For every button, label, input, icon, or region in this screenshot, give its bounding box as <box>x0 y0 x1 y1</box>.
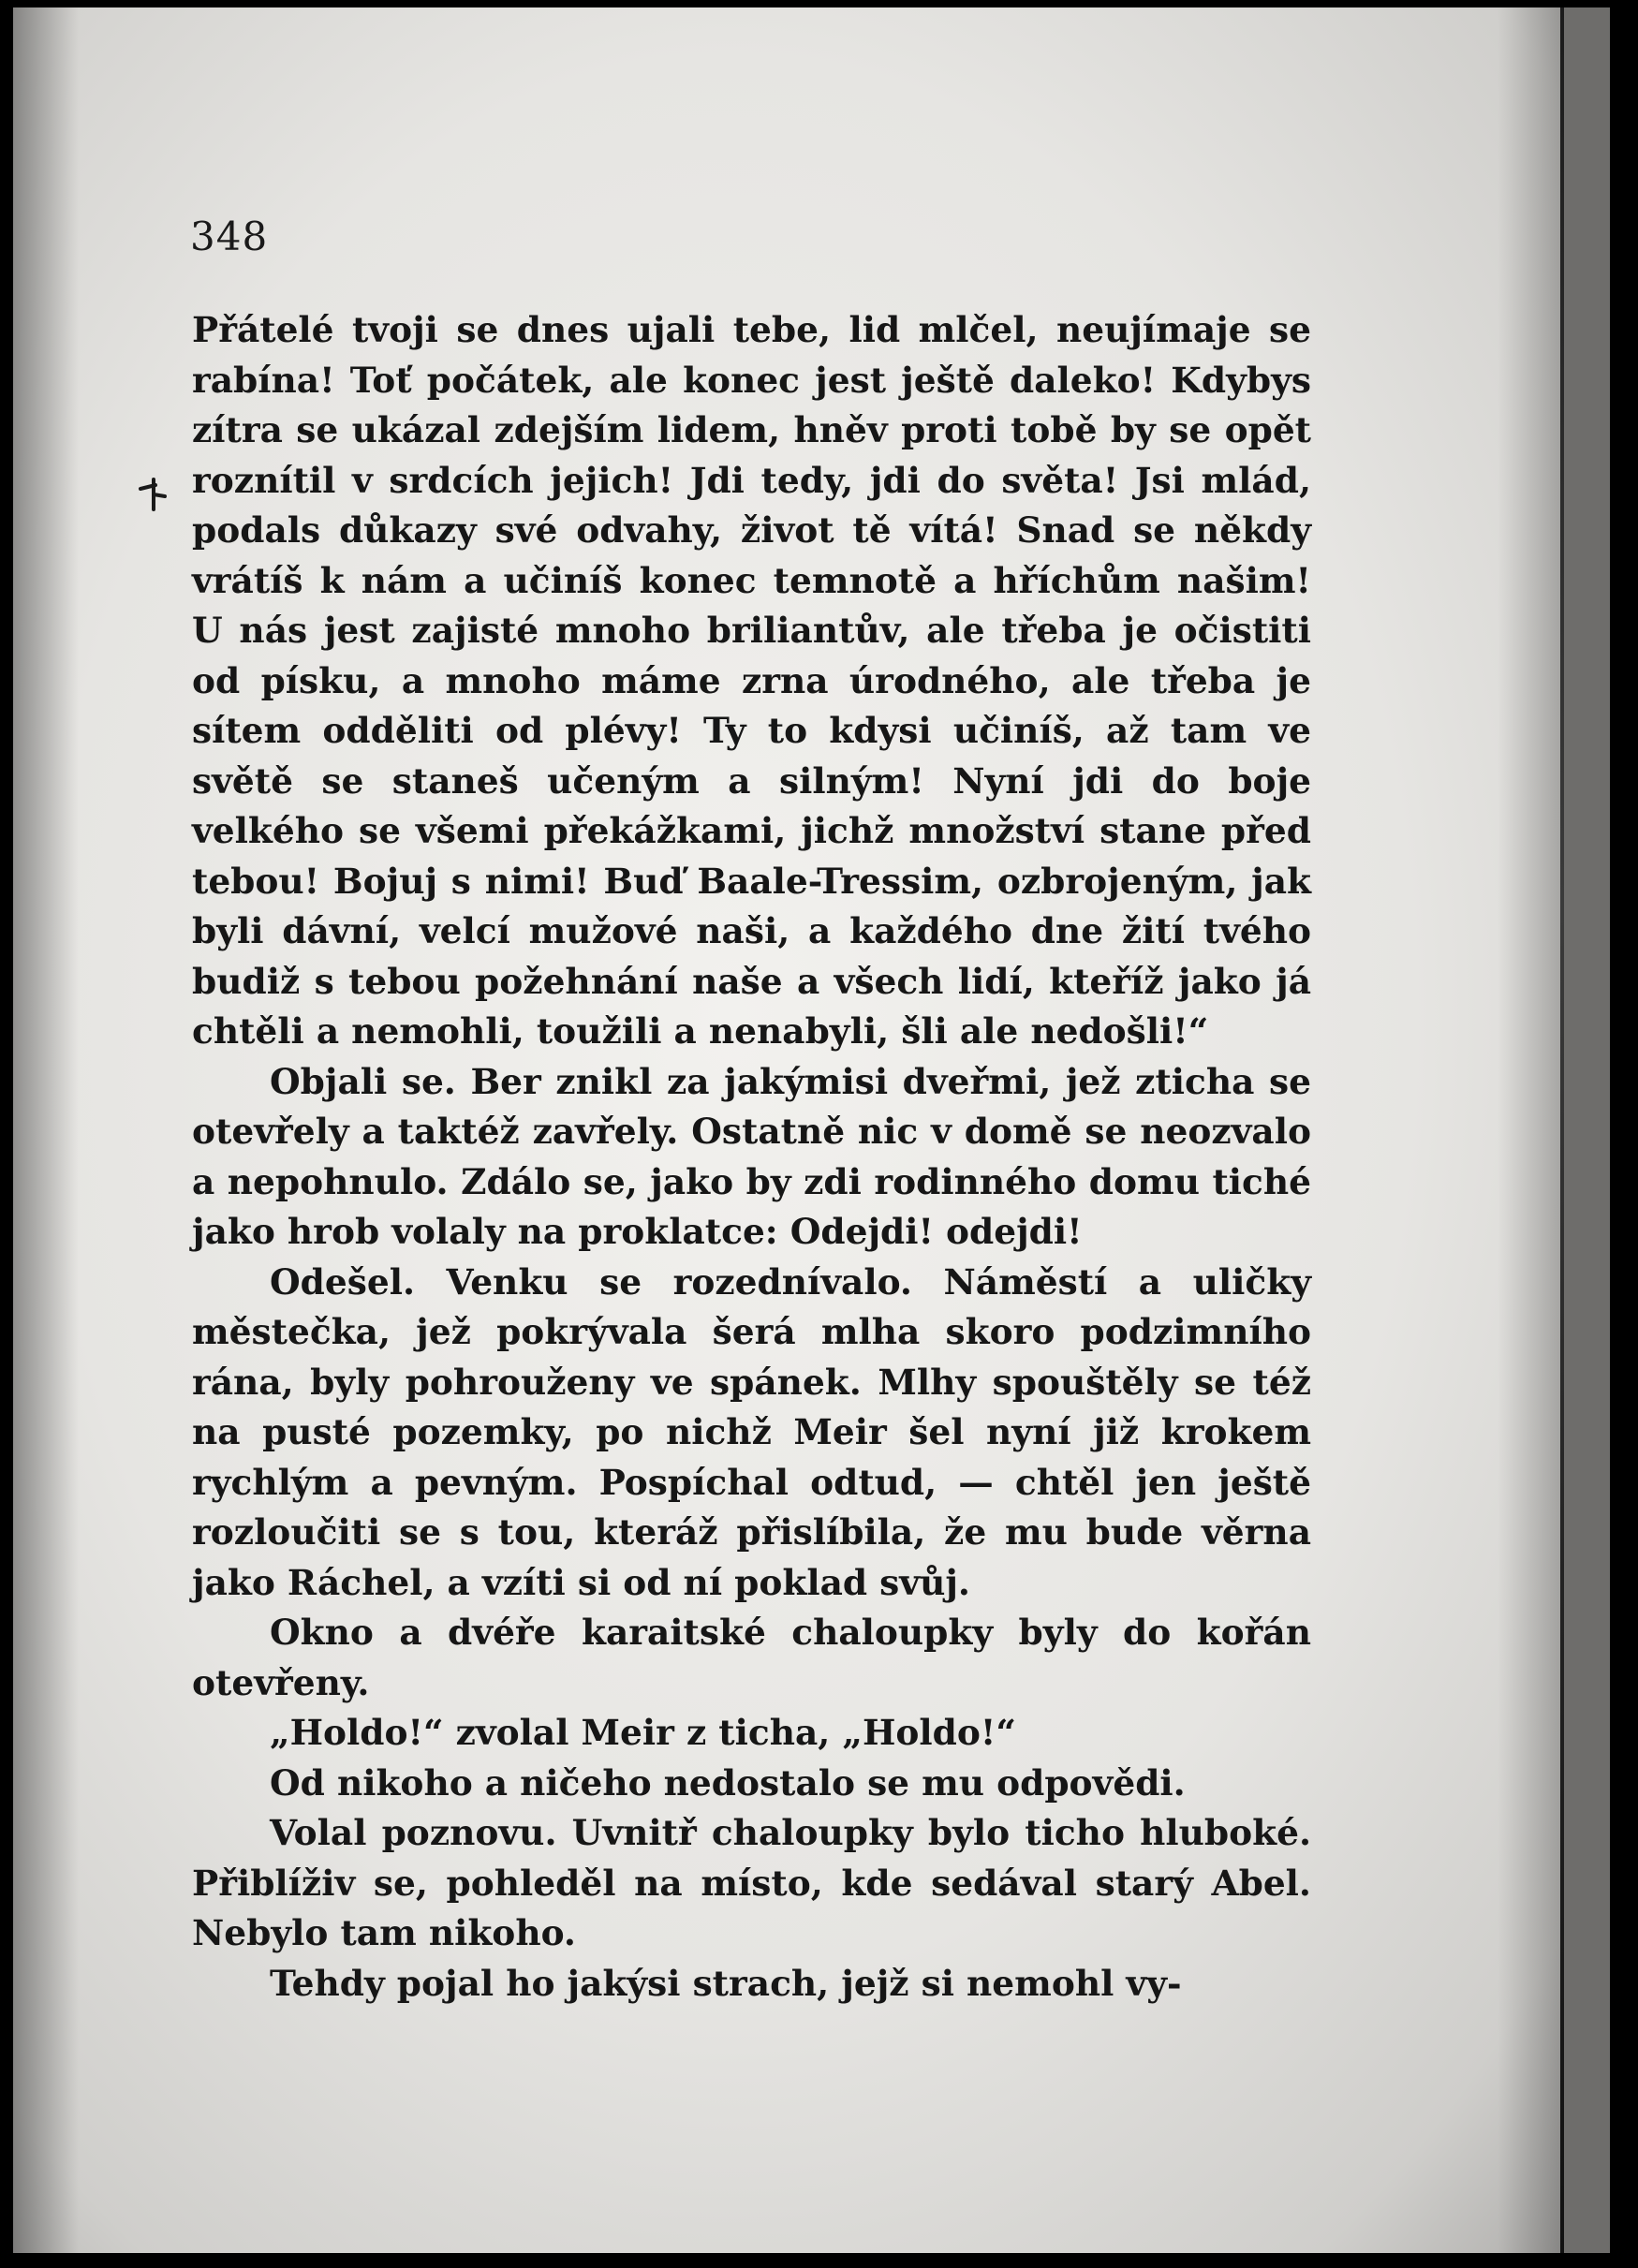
paragraph: Přátelé tvoji se dnes ujali tebe, lid mlčel, neujímaje se rabína! Toť počátek, ale konec jest ještě daleko! Kdybys zítra se ukázal zdejším lidem, hněv proti tobě by se opět roznítil v srdcích jejich! Jdi tedy, jdi do světa! Jsi mlád, podals důkazy své odvahy, život tě vítá! Snad se někdy vrátíš k nám a učiníš konec temnotě a hříchům našim! U nás jest zajisté mnoho briliantův, ale třeba je očistiti od písku, a mnoho máme zrna úrodného, ale třeba je sítem odděliti od plévy! Ty to kdysi učiníš, až tam ve světě se staneš učeným a silným! Nyní jdi do boje velkého se všemi překážkami, jichž množství stane před tebou! Bojuj s nimi! Buď Baale-Tressim, ozbrojeným, jak byli dávní, velcí mužové naši, a každého dne žití tvého budiž s tebou požehnání naše a všech lidí, kteříž jako já chtěli a nemohli, toužili a nenabyli, šli ale nedošli!“ <box>192 309 1311 1052</box>
margin-annotation-mark <box>137 476 169 513</box>
paragraph: Volal poznovu. Uvnitř chaloupky bylo ticho hluboké. Přiblíživ se, pohleděl na místo, kde sedával starý Abel. Nebylo tam nikoho. <box>192 1812 1311 1953</box>
book-page <box>13 7 1610 2253</box>
paragraph: Tehdy pojal ho jakýsi strach, jejž si nemohl vy- <box>270 1962 1182 2004</box>
paragraph: Okno a dvéře karaitské chaloupky byly do kořán otevřeny. <box>192 1612 1311 1703</box>
paragraph: Od nikoho a ničeho nedostalo se mu odpovědi. <box>270 1761 1186 1804</box>
page-number: 348 <box>190 214 269 259</box>
left-edge-shadow <box>13 7 79 2253</box>
body-text <box>192 305 1311 2009</box>
paragraph: „Holdo!“ zvolal Meir z ticha, „Holdo!“ <box>270 1712 1016 1753</box>
next-page-edge <box>1564 7 1610 2253</box>
paragraph: Odešel. Venku se rozednívalo. Náměstí a uličky městečka, jež pokrývala šerá mlha skoro podzimního rána, byly pohrouženy ve spánek. Mlhy spouštěly se též na pusté pozemky, po nichž Meir šel nyní již krokem rychlým a pevným. Pospíchal odtud, — chtěl jen ještě rozloučiti se s tou, kteráž přislíbila, že mu bude věrna jako Ráchel, a vzíti si od ní poklad svůj. <box>192 1260 1311 1603</box>
paragraph: Objali se. Ber znikl za jakýmisi dveřmi, jež zticha se otevřely a taktéž zavřely. Ostatně nic v domě se neozvalo a nepohnulo. Zdálo se, jako by zdi rodinného domu tiché jako hrob volaly na proklatce: Odejdi! odejdi! <box>192 1060 1311 1252</box>
page-gutter-line <box>1560 7 1564 2253</box>
